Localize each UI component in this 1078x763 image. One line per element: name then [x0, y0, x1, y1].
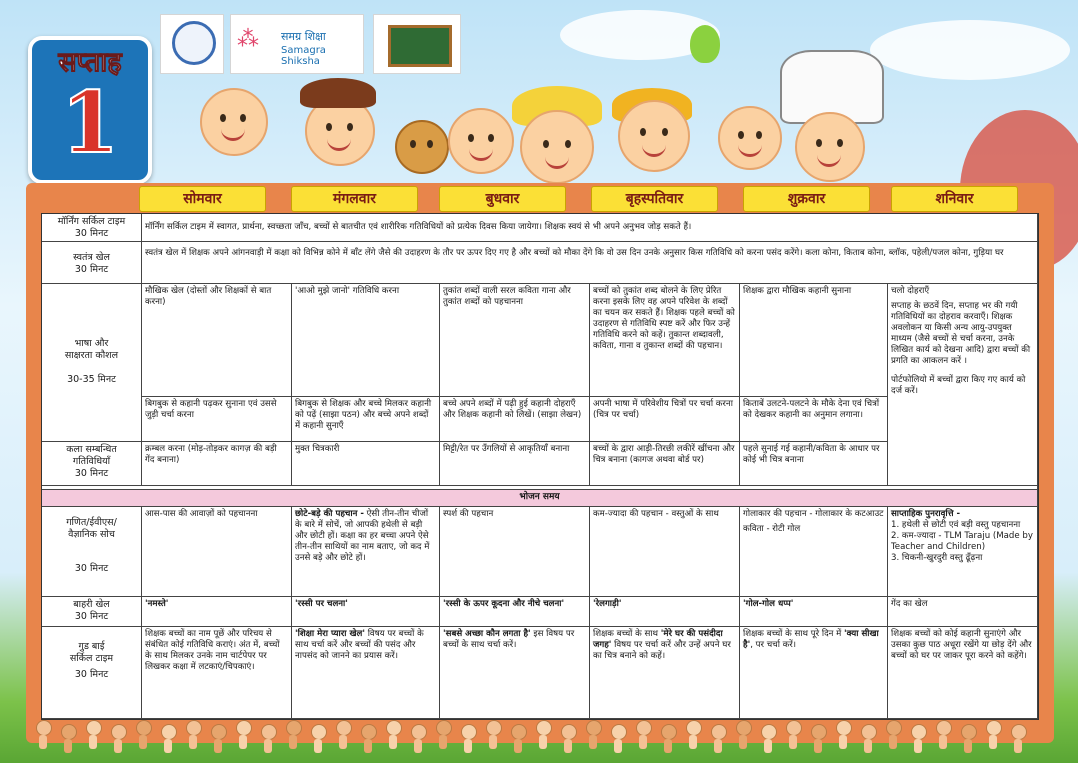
art-tue: मुक्त चित्रकारी [292, 442, 440, 486]
outdoor-tue: 'रस्सी पर चलना' [292, 597, 440, 627]
samagra-mark-icon: ⁂ [237, 27, 259, 52]
math-sat: साप्ताहिक पुनरावृत्ति - 1. हथेली से छोटी एवं बड़ी वस्तु पहचानना 2. कम-ज्यादा - TLM Taraju (Made by Teacher and Children) 3. चिकनी-खुरदुरी वस्तु ढूँढ़ना [888, 507, 1038, 597]
dancing-kid-icon [861, 724, 877, 740]
dancing-kid-icon [286, 720, 302, 736]
goodbye-thu: शिक्षक बच्चों के साथ 'मेरे घर की पसंदीदा जगह' विषय पर चर्चा करें और उन्हें अपने घर का चित्र बनाने को कहें। [590, 627, 740, 719]
week-number: 1 [60, 73, 120, 172]
portfolio-text: पोर्टफोलियो में बच्चों द्वारा किए गए कार्य को दर्ज करें। [891, 375, 1026, 396]
dancing-kid-icon [436, 720, 452, 736]
chalkboard-icon [388, 25, 452, 67]
dancing-kid-icon [911, 724, 927, 740]
dancing-kid-icon [511, 724, 527, 740]
row-head-math-evs: गणित/ईवीएस/ वैज्ञानिक सोच 30 मिनट [42, 507, 142, 597]
dancing-kid-icon [736, 720, 752, 736]
dancing-kid-icon [986, 720, 1002, 736]
day-wednesday: बुधवार [439, 186, 566, 212]
language-thu-a: बच्चों को तुकांत शब्द बोलने के लिए प्रेरित करना इसके लिए वह अपने परिवेश के शब्दों का चयन कर सकते हैं। शिक्षक पहले बच्चों को उदाहरण से गतिविधि स्पष्ट करें और फिर उन्हें गतिविधि करने को कहें। तुकान्त शब्दावली, कविता, गाना व तुकान्त शब्दों की पहचान। [590, 284, 740, 397]
day-thursday: बृहस्पतिवार [591, 186, 718, 212]
goodbye-wed: 'सबसे अच्छा कौन लगता है' इस विषय पर बच्चों के साथ चर्चा करें। [440, 627, 590, 719]
week-badge [28, 36, 152, 184]
lunch-time-band: भोजन समय [42, 490, 1038, 507]
dancing-kid-icon [536, 720, 552, 736]
row-head-outdoor-play: बाहरी खेल 30 मिनट [42, 597, 142, 627]
dancing-kid-icon [86, 720, 102, 736]
dancing-kid-icon [686, 720, 702, 736]
free-play-text: स्वतंत्र खेल में शिक्षक अपने आंगनवाड़ी में कक्षा को विभिन्न कोने में बाँट लेंगे जैसे की उदाहरण के तौर पर ऊपर दिए गए है और बच्चों को मौका देंगे कि वो उस दिन उनके अनुसार किस गतिविधि को करना पसंद करेंगे। कला कोना, किताब कोना, ब्लॉक, पहेली/पजल कोना, गुड़िया घर [142, 242, 1038, 284]
cloud [870, 20, 1070, 80]
review-title: चलो दोहराएँ [891, 286, 930, 296]
morning-circle-text: मॉर्निंग सर्किल टाइम में स्वागत, प्रार्थना, स्वच्छता जाँच, बच्चों से बातचीत एवं शारीरिक गतिविधियों को प्रत्येक दिवस किया जायेगा। शिक्षक स्वयं से भी अपने अनुभव जोड़ सकते हैं। [142, 214, 1038, 242]
balloon [690, 25, 720, 63]
dancing-kid-icon [111, 724, 127, 740]
dancing-kid-icon [236, 720, 252, 736]
dancing-kid-icon [886, 720, 902, 736]
logo-name-english: Samagra Shiksha [281, 45, 326, 67]
dancing-kid-icon [836, 720, 852, 736]
language-wed-b: बच्चे अपने शब्दों में पढ़ी हुई कहानी दोहराएँ और शिक्षक कहानी को लिखें। (साझा लेखन) [440, 397, 590, 442]
classroom-board-logo [373, 14, 461, 74]
day-tuesday: मंगलवार [291, 186, 418, 212]
language-mon-b: बिगबुक से कहानी पढ़कर सुनाना एवं उससे जुड़ी चर्चा करना [142, 397, 292, 442]
dancing-kid-icon [411, 724, 427, 740]
dancing-kid-icon [211, 724, 227, 740]
outdoor-wed: 'रस्सी के ऊपर कूदना और नीचे चलना' [440, 597, 590, 627]
outdoor-fri: 'गोल-गोल धप्प' [740, 597, 888, 627]
outdoor-sat: गेंद का खेल [888, 597, 1038, 627]
dancing-kid-icon [36, 720, 52, 736]
language-thu-b: अपनी भाषा में परिवेशीय चित्रों पर चर्चा करना (चित्र पर चर्चा) [590, 397, 740, 442]
art-fri: पहले सुनाई गई कहानी/कविता के आधार पर कोई भी चित्र बनाना [740, 442, 888, 486]
language-tue-b: बिगबुक से शिक्षक और बच्चे मिलकर कहानी को पढ़ें (साझा पठन) और बच्चे अपने शब्दों में कहानी सुनाएँ [292, 397, 440, 442]
language-mon-a: मौखिक खेल (दोस्तों और शिक्षकों से बात करना) [142, 284, 292, 397]
dancing-kid-icon [636, 720, 652, 736]
row-head-free-play: स्वतंत्र खेल 30 मिनट [42, 242, 142, 284]
dancing-kid-icon [361, 724, 377, 740]
dancing-kids-strip [30, 720, 1050, 756]
dancing-kid-icon [136, 720, 152, 736]
goodbye-tue: 'शिक्षा मेरा प्यारा खेल' विषय पर बच्चों के साथ चर्चा करें और बच्चों की पसंद और नापसंद को जानने का प्रयास करें। [292, 627, 440, 719]
logo-name-hindi: समग्र शिक्षा [281, 30, 326, 43]
dancing-kid-icon [261, 724, 277, 740]
goodbye-sat: शिक्षक बच्चों को कोई कहानी सुनाएंगे और उसका कुछ पाठ अधूरा रखेंगे या छोड़ देंगे और बच्चों को घर पर जाकर पूरा करने को कहेंगे। [888, 627, 1038, 719]
dancing-kid-icon [961, 724, 977, 740]
day-headers [139, 186, 1039, 212]
language-fri-b: किताबें उलटने-पलटने के मौके देना एवं चित्रों को देखकर कहानी का अनुमान लगाना। [740, 397, 888, 442]
day-friday: शुक्रवार [743, 186, 870, 212]
seal-icon [172, 21, 216, 65]
art-thu: बच्चों के द्वारा आड़ी-तिरछी लकीरें खींचना और चित्र बनाना (कागज अथवा बोर्ड पर) [590, 442, 740, 486]
language-wed-a: तुकांत शब्दों वाली सरल कविता गाना और तुकांत शब्दों को पहचानना [440, 284, 590, 397]
up-government-logo [160, 14, 224, 74]
goodbye-fri: शिक्षक बच्चों के साथ पूरे दिन में 'क्या सीखा है', पर चर्चा करें। [740, 627, 888, 719]
dancing-kid-icon [761, 724, 777, 740]
language-saturday-review [888, 284, 1038, 486]
dancing-kid-icon [386, 720, 402, 736]
row-head-art-activities: कला सम्बन्धित गतिविधियाँ 30 मिनट [42, 442, 142, 486]
review-text: सप्ताह के छठवें दिन, सप्ताह भर की गयी गतिविधियों का दोहराव करवाएँ। शिक्षक अवलोकन या किसी अन्य आयु-उपयुक्त माध्यम (जैसे बच्चों से चर्चा करना, उनके लिखित कार्य को देखना आदि) द्वारा बच्चों की प्रगति का आकलन करें । [891, 301, 1031, 366]
math-thu: कम-ज्यादा की पहचान - वस्तुओं के साथ [590, 507, 740, 597]
day-monday: सोमवार [139, 186, 266, 212]
dancing-kid-icon [936, 720, 952, 736]
timetable-grid [41, 213, 1039, 720]
dancing-kid-icon [811, 724, 827, 740]
samagra-shiksha-logo [230, 14, 364, 74]
dancing-kid-icon [186, 720, 202, 736]
row-head-goodbye-circle: गुड बाई सर्किल टाइम 30 मिनट [42, 627, 142, 719]
day-saturday: शनिवार [891, 186, 1018, 212]
math-tue: छोटे-बड़े की पहचान - ऐसी तीन-तीन चीजों के बारे में सोचें, जो आपकी हथेली से बड़ी और छोटी हों। कक्षा का हर बच्चा अपने ऐसे तीन-तीन साथियों का नाम बताए, जो कद में उनसे बड़े और छोटे हों। [292, 507, 440, 597]
dancing-kid-icon [311, 724, 327, 740]
dancing-kid-icon [661, 724, 677, 740]
dancing-kid-icon [561, 724, 577, 740]
row-head-morning-circle: मॉर्निंग सर्किल टाइम 30 मिनट [42, 214, 142, 242]
outdoor-thu: 'रेलगाड़ी' [590, 597, 740, 627]
week-word: सप्ताह [58, 47, 122, 78]
dancing-kid-icon [586, 720, 602, 736]
dancing-kid-icon [336, 720, 352, 736]
goodbye-mon: शिक्षक बच्चों का नाम पूछें और परिचय से संबंधित कोई गतिविधि कराएं। अंत में, बच्चों के साथ मिलकर उनके नाम चार्टपेपर पर लिखकर कक्षा में लटकाएं/चिपकाएं। [142, 627, 292, 719]
language-tue-a: 'आओ मुझे जानो' गतिविधि करना [292, 284, 440, 397]
dancing-kid-icon [61, 724, 77, 740]
math-wed: स्पर्श की पहचान [440, 507, 590, 597]
art-wed: मिट्टी/रेत पर उँगलियों से आकृतियाँ बनाना [440, 442, 590, 486]
art-mon: क्रम्बल करना (मोड़-तोड़कर कागज़ की बड़ी गेंद बनाना) [142, 442, 292, 486]
dancing-kid-icon [161, 724, 177, 740]
dancing-kid-icon [1011, 724, 1027, 740]
math-fri: गोलाकार की पहचान - गोलाकार के कटआउट कविता - रोटी गोल [740, 507, 888, 597]
dancing-kid-icon [786, 720, 802, 736]
dancing-kid-icon [461, 724, 477, 740]
dancing-kid-icon [486, 720, 502, 736]
dancing-kid-icon [611, 724, 627, 740]
math-mon: आस-पास की आवाज़ों को पहचानना [142, 507, 292, 597]
outdoor-mon: 'नमस्ते' [142, 597, 292, 627]
language-fri-a: शिक्षक द्वारा मौखिक कहानी सुनाना [740, 284, 888, 397]
dancing-kid-icon [711, 724, 727, 740]
row-head-language-literacy: भाषा और साक्षरता कौशल 30-35 मिनट [42, 284, 142, 442]
